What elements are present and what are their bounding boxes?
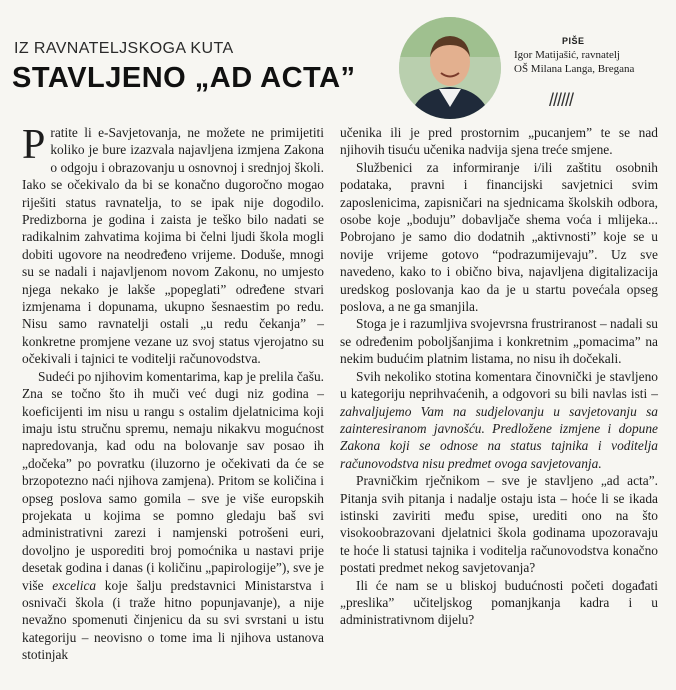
article-title: STAVLJENO „AD ACTA”: [12, 62, 356, 94]
author-role-label: PIŠE: [562, 36, 585, 46]
paragraph: Pratite li e-Savjetovanja, ne možete ne primijetiti koliko je bure izazvala najavljena izmjena Zakona o odgoju i obrazovanju u osnovnoj i srednjoj školi. Iako se očekivalo da bi se konačno dugoročno mogao riješiti status ravnatelja, to se ipak nije dogodilo. Predizborna je godina i zaista je teško bilo nadati se radikalnim zahvatima kojima bi čelni ljudi škola mogli dobiti ugovore na neodređeno vrijeme. Doduše, mnogi su se nadali i najavljenom novom Zakonu, no umjesto njega nekako je lakše „popeglati” određene stvari izmjenama i dopunama, ukupno šesnaestim po redu. Nisu samo ravnatelji ostali „u redu čekanja” – konkretne promjene vezane uz svoj status vjerojatno su očekivali i tajnici te voditelji računovodstva.: [22, 122, 324, 367]
author-school: OŠ Milana Langa, Bregana: [514, 63, 635, 75]
article-column-2: [340, 124, 658, 629]
decorative-slashes: //////: [549, 90, 574, 110]
paragraph: Stoga je i razumljiva svojevrsna frustriranost – nadali su se određenim poboljšanjima i konkretnim „pomacima” na nekim budućim platnim listama, no nisu ih dočekali.: [340, 316, 658, 367]
paragraph: Svih nekoliko stotina komentara činovnički je stavljeno u kategoriju neprihvaćenih, a odgovori su bili navlas isti – zahvaljujemo Vam na sudjelovanju u savjetovanju sa zainteresiranom javnošću. Predložene izmjene i dopune Zakona koji se odnose na status tajnika i voditelja računovodstva nisu predmet ovoga savjetovanja.: [340, 368, 658, 471]
paragraph: Sudeći po njihovim komentarima, kap je prelila čašu. Zna se točno što ih muči već dugi niz godina – koeficijenti im nisu u rangu s ostalim djelatnicima koji imaju istu stručnu spremu, nemaju nikakvu mogućnost napredovanja, kad odu na bolovanje sav posao ih „dočeka” po povratku (iluzorno je očekivati da će se brzopotezno naći njihova zamjena). Pritom se količina i opseg poslova samo gomila – sve je više europskih projekata u kojima se pomno gledaju baš svi administrativni zarezi i namjenski potrošeni euri, dovoljno je usporediti broj pomoćnika u nastavi prije desetak godina i danas (i količinu „papirologije”), sve je više excelica koje šalju predstavnici Ministarstva i osnivači škola (i traže hitno popunjavanje), a nije nevažno spomenuti činjenicu da su svi svrstani u istu kategoriju – neovisno o tome ima li njihova ustanova stotinjak: [22, 368, 324, 663]
article-header: [0, 0, 676, 118]
author-photo: [399, 17, 501, 119]
author-byline: [514, 34, 634, 76]
paragraph: Ili će nam se u bliskoj budućnosti početi događati „preslika” učiteljskog pomanjkanja kadra i u administrativnom dijelu?: [340, 577, 658, 628]
paragraph: učenika ili je pred prostornim „pucanjem” te se nad njihovih tisuću učenika nadvija sjena treće smjene.: [340, 125, 658, 158]
section-kicker: IZ RAVNATELJSKOGA KUTA: [14, 40, 234, 57]
author-name: Igor Matijašić, ravnatelj: [514, 49, 620, 61]
paragraph: Pravničkim rječnikom – sve je stavljeno „ad acta”. Pitanja svih pitanja i nadalje ostaju ista – hoće li se ikada istinski zaviriti među spise, urediti ono na što visokoobrazovani djelatnici škola godinama upozoravaju te hoće li statusi tajnika i voditelja računovodstva konačno postati predmet nekog savjetovanja?: [340, 473, 658, 576]
article-column-1: [22, 124, 324, 664]
drop-cap: P: [22, 122, 46, 168]
paragraph: Službenici za informiranje i/ili zaštitu osobnih podataka, pravni i financijski savjetnici svim zaposlenicima, zapisničari na sjednicama školskih odbora, osobe koje „boduju” dobavljače shema voća i mlijeka... Pobrojano je samo dio dodatnih „aktivnosti” koje se u novije vrijeme gotovo “podrazumijevaju”. Uz sve navedeno, kako to i obično biva, najavljena digitalizacija uredskog poslovanja kao da je u startu povećala opseg poslova, a ne ga smanjila.: [340, 159, 658, 315]
